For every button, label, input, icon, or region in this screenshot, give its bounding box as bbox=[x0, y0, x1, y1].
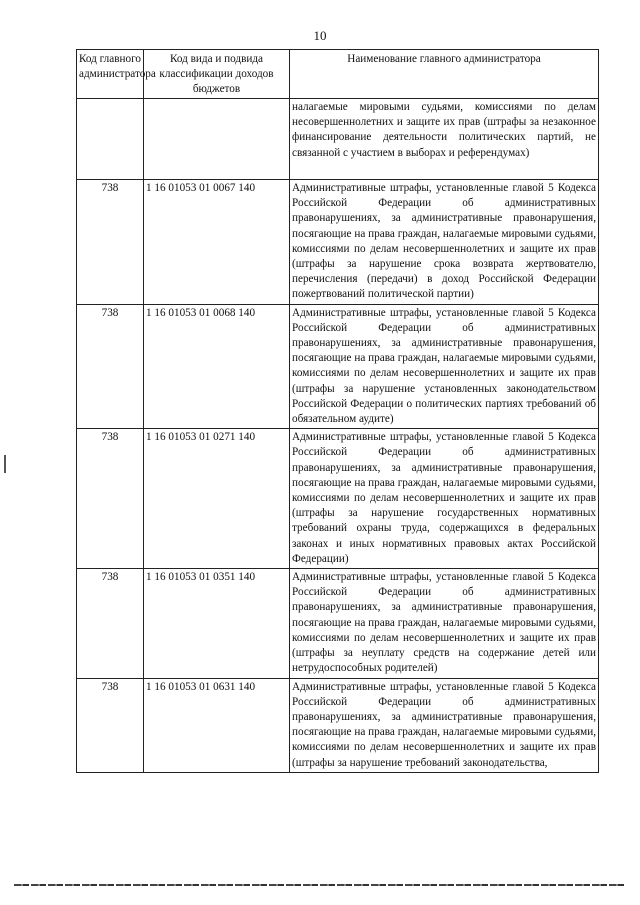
revenue-code-cell: 1 16 01053 01 0271 140 bbox=[144, 429, 290, 569]
scan-edge-noise bbox=[14, 884, 626, 886]
admin-name-cell: Административные штрафы, установленные главой 5 Кодекса Российской Федерации об административных правонарушениях, за административные правонарушения, посягающие на права граждан, налагаемые мировыми судьями, комиссиями по делам несовершеннолетних и защите их прав (штрафы за нарушение требований законодательства, bbox=[290, 678, 599, 772]
admin-code-cell: 738 bbox=[77, 569, 144, 678]
page-number: 10 bbox=[313, 28, 327, 43]
admin-name-cell: налагаемые мировыми судьями, комиссиями по делам несовершеннолетних и защите их прав (штрафы за незаконное финансирование деятельности политических партий, не связанной с участием в выборах и референдумах) bbox=[290, 99, 599, 180]
header-revenue-code: Код вида и подвида классификации доходов бюджетов bbox=[144, 50, 290, 99]
table-row bbox=[77, 678, 599, 772]
revenue-code-cell bbox=[144, 99, 290, 180]
admin-name-cell: Административные штрафы, установленные главой 5 Кодекса Российской Федерации об административных правонарушениях, за административные правонарушения, посягающие на права граждан, налагаемые мировыми судьями, комиссиями по делам несовершеннолетних и защите их прав (штрафы за нарушение установленных законодательством Российской Федерации о политических партиях требований об обязательном аудите) bbox=[290, 304, 599, 429]
table-row bbox=[77, 569, 599, 678]
revenue-code-cell: 1 16 01053 01 0067 140 bbox=[144, 180, 290, 305]
revenue-code-cell: 1 16 01053 01 0068 140 bbox=[144, 304, 290, 429]
admin-code-cell: 738 bbox=[77, 429, 144, 569]
admin-name-cell: Административные штрафы, установленные главой 5 Кодекса Российской Федерации об административных правонарушениях, за административные правонарушения, посягающие на права граждан, налагаемые мировыми судьями, комиссиями по делам несовершеннолетних и защите их прав (штрафы за нарушение государственных нормативных требований охраны труда, содержащихся в федеральных законах и иных нормативных правовых актах Российской Федерации) bbox=[290, 429, 599, 569]
table-row bbox=[77, 180, 599, 305]
header-admin-code: Код главного администратора bbox=[77, 50, 144, 99]
table-row bbox=[77, 429, 599, 569]
revenue-code-cell: 1 16 01053 01 0631 140 bbox=[144, 678, 290, 772]
table-header-row bbox=[77, 50, 599, 99]
revenue-code-cell: 1 16 01053 01 0351 140 bbox=[144, 569, 290, 678]
revenue-codes-table bbox=[76, 49, 599, 773]
table-row bbox=[77, 304, 599, 429]
admin-name-cell: Административные штрафы, установленные главой 5 Кодекса Российской Федерации об административных правонарушениях, за административные правонарушения, посягающие на права граждан, налагаемые мировыми судьями, комиссиями по делам несовершеннолетних и защите их прав (штрафы за нарушение срока возврата жертвователю, перечисления (передачи) в доход Российской Федерации пожертвований политической партии) bbox=[290, 180, 599, 305]
admin-code-cell: 738 bbox=[77, 678, 144, 772]
table-row bbox=[77, 99, 599, 180]
scan-margin-mark bbox=[4, 455, 6, 473]
admin-code-cell bbox=[77, 99, 144, 180]
admin-code-cell: 738 bbox=[77, 180, 144, 305]
admin-name-cell: Административные штрафы, установленные главой 5 Кодекса Российской Федерации об административных правонарушениях, за административные правонарушения, посягающие на права граждан, налагаемые мировыми судьями, комиссиями по делам несовершеннолетних и защите их прав (штрафы за неуплату средств на содержание детей или нетрудоспособных родителей) bbox=[290, 569, 599, 678]
admin-code-cell: 738 bbox=[77, 304, 144, 429]
header-admin-name: Наименование главного администратора bbox=[290, 50, 599, 99]
